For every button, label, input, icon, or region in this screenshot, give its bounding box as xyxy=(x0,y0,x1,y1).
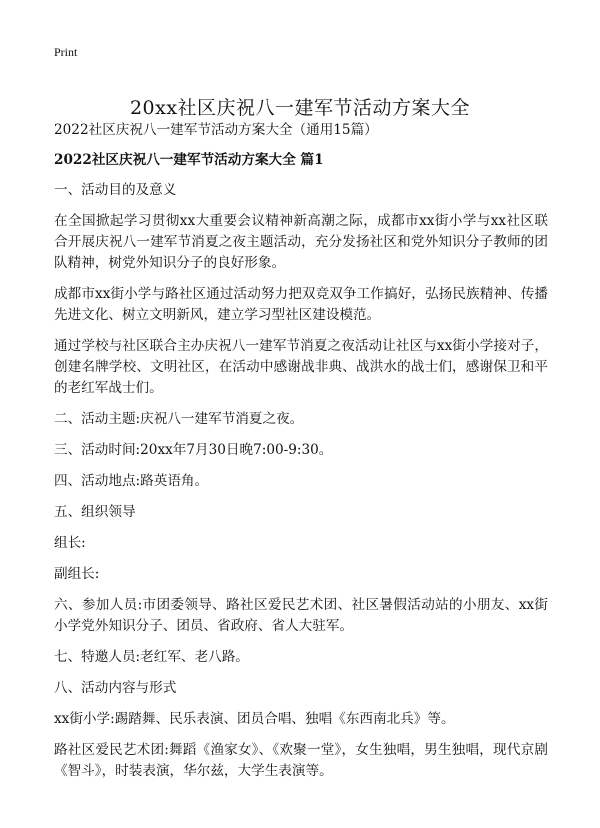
print-label: Print xyxy=(54,45,78,59)
paragraph-participants: 六、参加人员:市团委领导、路社区爱民艺术团、社区暑假活动站的小朋友、xx街小学党外知识分子、团员、省政府、省人大驻军。 xyxy=(54,597,548,634)
paragraph-intro: 在全国掀起学习贯彻xx大重要会议精神新高潮之际，成都市xx街小学与xx社区联合开展庆祝八一建军节消夏之夜主题活动，充分发扬社区和党外知识分子教师的团队精神，树党外知识分子的良好形象。 xyxy=(54,213,548,271)
document-subtitle: 2022社区庆祝八一建军节活动方案大全（通用15篇） xyxy=(54,122,378,138)
heading-content-format: 八、活动内容与形式 xyxy=(54,680,177,696)
paragraph-time: 三、活动时间:20xx年7月30日晚7:00-9:30。 xyxy=(54,442,333,458)
paragraph-deputy-leader: 副组长: xyxy=(54,566,100,582)
paragraph-goals: 成都市xx街小学与路社区通过活动努力把双竞双争工作搞好，弘扬民族精神、传播先进文化、树立文明新风，建立学习型社区建设模范。 xyxy=(54,286,548,323)
paragraph-location: 四、活动地点:路英语角。 xyxy=(54,473,209,489)
document-body xyxy=(54,120,548,792)
paragraph-leader: 组长: xyxy=(54,535,86,551)
paragraph-theme: 二、活动主题:庆祝八一建军节消夏之夜。 xyxy=(54,411,304,427)
paragraph-partnership: 通过学校与社区联合主办庆祝八一建军节消夏之夜活动让社区与xx街小学接对子，创建名牌学校、文明社区，在活动中感谢战非典、战洪水的战士们，感谢保卫和平的老红军战士们。 xyxy=(54,338,548,396)
section-heading: 2022社区庆祝八一建军节活动方案大全 篇1 xyxy=(54,152,324,168)
heading-purpose: 一、活动目的及意义 xyxy=(54,182,177,198)
heading-leadership: 五、组织领导 xyxy=(54,504,136,520)
paragraph-community-program: 路社区爱民艺术团:舞蹈《渔家女》、《欢聚一堂》，女生独唱，男生独唱，现代京剧《智斗》，时装表演，华尔兹，大学生表演等。 xyxy=(54,742,548,779)
document-title: 20xx社区庆祝八一建军节活动方案大全 xyxy=(129,96,471,119)
paragraph-school-program: xx街小学:踢踏舞、民乐表演、团员合唱、独唱《东西南北兵》等。 xyxy=(54,711,455,727)
paragraph-invited-guests: 七、特邀人员:老红军、老八路。 xyxy=(54,649,249,665)
